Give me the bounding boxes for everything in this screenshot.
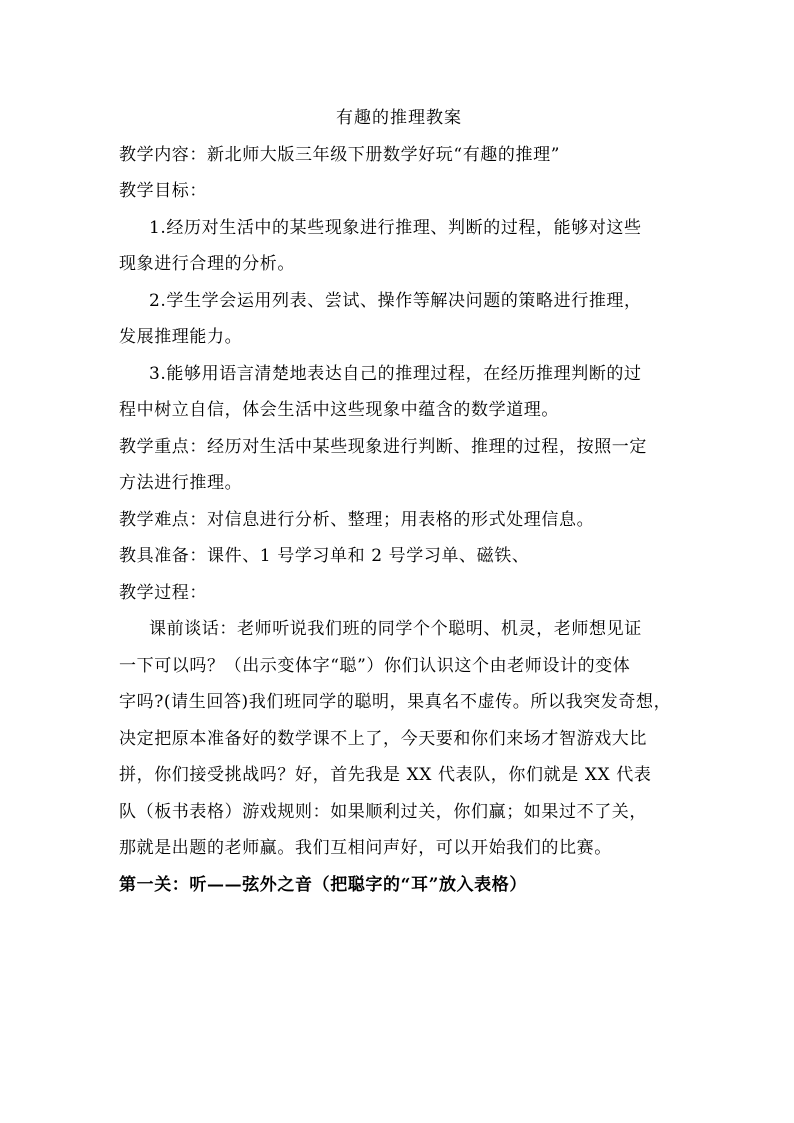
goal-2-line-1: 2.学生学会运用列表、尝试、操作等解决问题的策略进行推理，	[149, 290, 642, 311]
difficult-points: 教学难点：对信息进行分析、整理；用表格的形式处理信息。	[119, 509, 595, 530]
teaching-goals-heading: 教学目标：	[119, 181, 207, 201]
teaching-aids: 教具准备：课件、1 号学习单和 2 号学习单、磁铁、	[119, 546, 530, 566]
teaching-content: 教学内容：新北师大版三年级下册数学好玩“有趣的推理”	[119, 144, 560, 165]
goal-3-line-1: 3.能够用语言清楚地表达自己的推理过程，在经历推理判断的过	[149, 363, 642, 384]
pre-class-talk-line-6: 队（板书表格）游戏规则：如果顺利过关，你们赢；如果过不了关，	[119, 801, 647, 822]
goal-1-line-1: 1.经历对生活中的某些现象进行推理、判断的过程，能够对这些	[149, 217, 642, 238]
teaching-process-heading: 教学过程：	[119, 582, 207, 603]
lesson-plan-body	[119, 100, 679, 903]
pre-class-talk-line-4: 决定把原本准备好的数学课不上了，今天要和你们来场才智游戏大比	[119, 728, 647, 749]
level-one-heading: 第一关：听——弦外之音（把聪字的“耳”放入表格）	[119, 874, 527, 895]
pre-class-talk-line-2: 一下可以吗？（出示变体字“聪”）你们认识这个由老师设计的变体	[119, 655, 631, 676]
pre-class-talk-line-5: 拼，你们接受挑战吗？好，首先我是 XX 代表队，你们就是 XX 代表	[119, 765, 652, 785]
goal-3-line-2: 程中树立自信，体会生活中这些现象中蕴含的数学道理。	[119, 400, 559, 420]
key-points-line-2: 方法进行推理。	[119, 473, 243, 493]
pre-class-talk-line-7: 那就是出题的老师赢。我们互相问声好，可以开始我们的比赛。	[119, 838, 612, 858]
document-title: 有趣的推理教案	[336, 108, 462, 128]
goal-2-line-2: 发展推理能力。	[119, 327, 243, 347]
pre-class-talk-line-3: 字吗?(请生回答)我们班同学的聪明，果真名不虚传。所以我突发奇想，	[119, 692, 672, 712]
pre-class-talk-line-1: 课前谈话：老师听说我们班的同学个个聪明、机灵，老师想见证	[149, 619, 642, 639]
key-points-line-1: 教学重点：经历对生活中某些现象进行判断、推理的过程，按照一定	[119, 436, 647, 457]
goal-1-line-2: 现象进行合理的分析。	[119, 254, 295, 274]
